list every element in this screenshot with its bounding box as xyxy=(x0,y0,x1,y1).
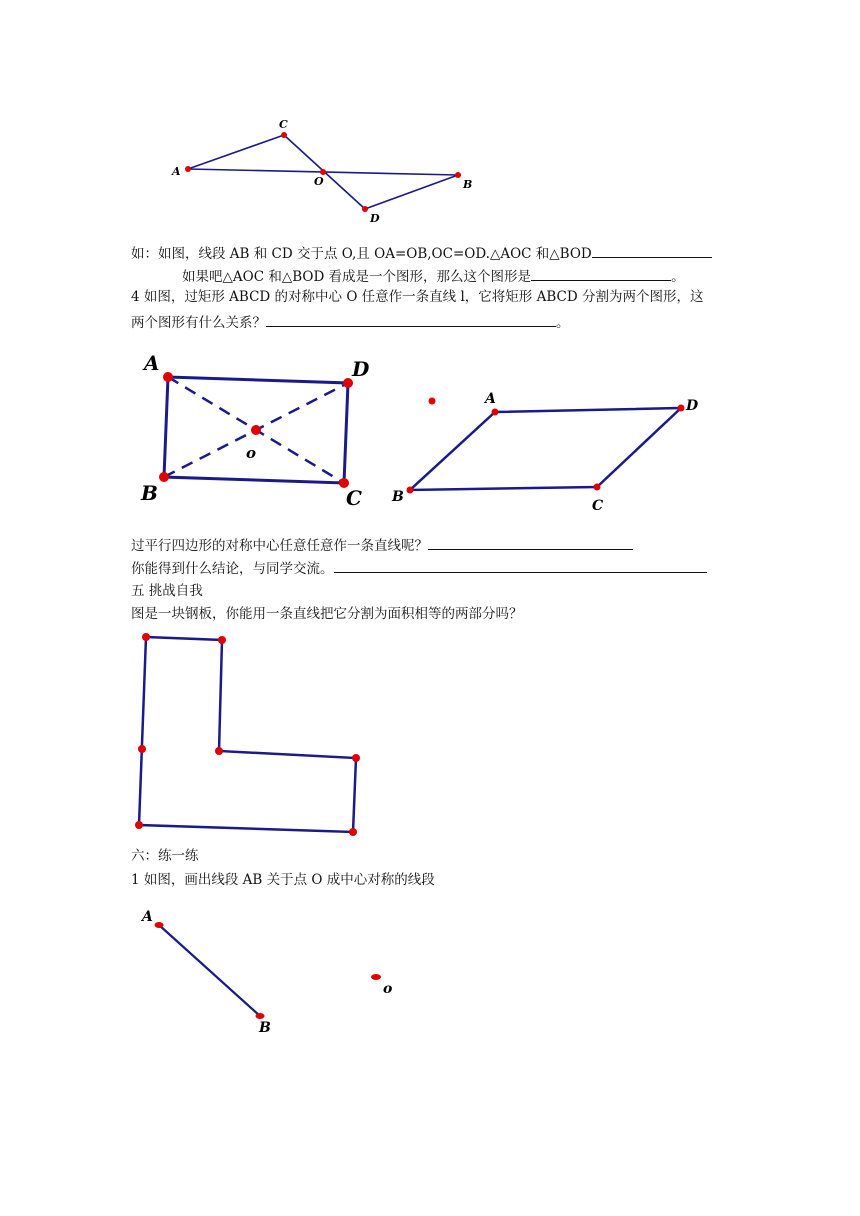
question-text: 过平行四边形的对称中心任意任意作一条直线呢？ xyxy=(131,538,428,554)
question-text: 如果吧△AOC 和△BOD 看成是一个图形，那么这个图形是 xyxy=(182,269,532,285)
question-text: 4 如图，过矩形 ABCD 的对称中心 O 任意作一条直线 l，它将矩形 ABCD 分割为两个图形，这 xyxy=(131,289,704,305)
question-text: 你能得到什么结论，与同学交流。 xyxy=(131,561,334,577)
label-b: B xyxy=(259,1020,271,1036)
question-text: 图是一块钢板，你能用一条直线把它分割为面积相等的两部分吗？ xyxy=(131,606,523,622)
label-d: D xyxy=(352,357,370,381)
label-a: A xyxy=(144,351,160,375)
point-a xyxy=(155,922,164,928)
period: 。 xyxy=(671,269,685,285)
label-a: A xyxy=(172,165,181,178)
label-o: o xyxy=(246,444,257,462)
point-o xyxy=(371,974,381,980)
label-b: B xyxy=(392,489,404,505)
question-text: 1 如图，画出线段 AB 关于点 O 成中心对称的线段 xyxy=(131,872,435,888)
label-o: o xyxy=(383,981,393,997)
segment-ab xyxy=(159,925,260,1016)
label-d: D xyxy=(370,212,380,225)
label-b: B xyxy=(141,481,158,505)
label-d: D xyxy=(686,398,699,414)
label-c: C xyxy=(279,118,288,131)
question-text: 如：如图，线段 AB 和 CD 交于点 O,且 OA=OB,OC=OD.△AOC 和△BOD xyxy=(131,246,592,262)
period: 。 xyxy=(556,315,570,331)
point-b xyxy=(256,1013,265,1019)
label-a: A xyxy=(485,391,496,407)
section-title: 五 挑战自我 xyxy=(131,583,203,599)
label-c: C xyxy=(346,486,362,510)
label-c: C xyxy=(592,498,604,514)
label-a: A xyxy=(142,909,153,925)
section-title: 六：练一练 xyxy=(131,848,199,864)
question-text: 两个图形有什么关系？ xyxy=(131,315,266,331)
label-o: O xyxy=(314,175,324,188)
label-b: B xyxy=(463,178,473,191)
